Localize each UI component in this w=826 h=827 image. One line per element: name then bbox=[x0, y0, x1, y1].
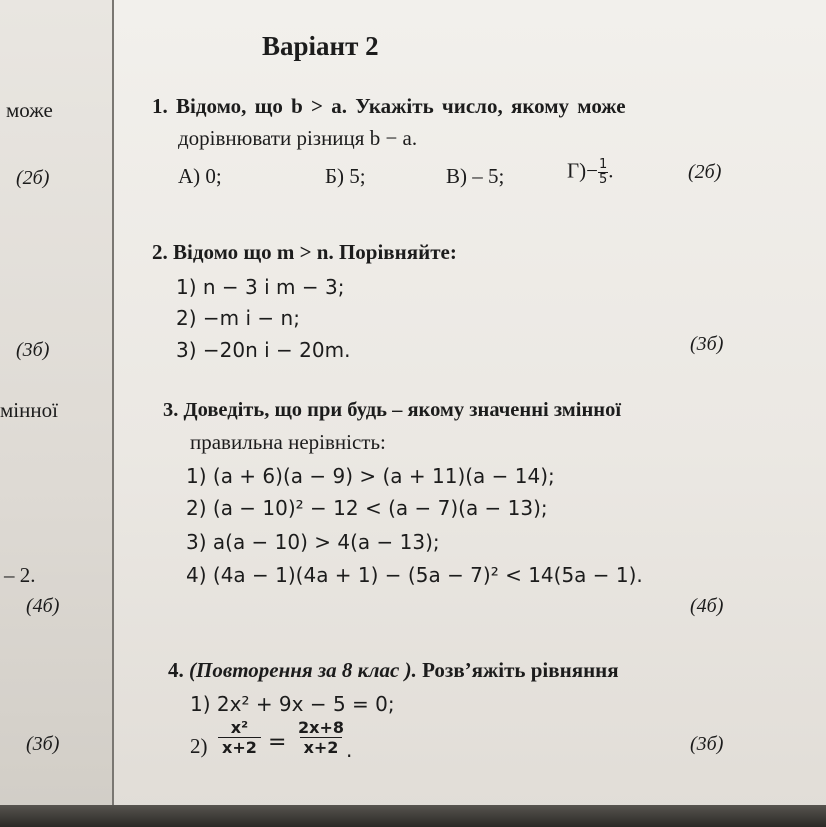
task1-points: (2б) bbox=[688, 161, 722, 183]
fraction-numerator: 2x+8 bbox=[298, 718, 344, 737]
task3-item-3: 3) a(a − 10) > 4(a − 13); bbox=[186, 530, 440, 554]
task3-item-4: 4) (4a − 1)(4a + 1) − (5a − 7)² < 14(5a − 1). bbox=[186, 563, 643, 587]
task1-option-a: А) 0; bbox=[178, 164, 222, 188]
task4-item-2-end: . bbox=[346, 738, 353, 762]
task1-statement-cont: дорівнювати різниця b − a. bbox=[178, 126, 418, 150]
task4-points: (3б) bbox=[690, 733, 724, 755]
left-fragment-4: – 2. bbox=[4, 563, 36, 587]
fraction-numerator: x² bbox=[230, 718, 249, 737]
task3-item-1: 1) (a + 6)(a − 9) > (a + 11)(a − 14); bbox=[186, 464, 555, 488]
fraction-denominator: x+2 bbox=[300, 737, 343, 757]
task3-points: (4б) bbox=[690, 595, 724, 617]
task4-repeat-note: (Повторення за 8 клас ). bbox=[189, 658, 417, 682]
task2-item-3: 3) −20n і − 20m. bbox=[176, 338, 351, 362]
task4-statement bbox=[168, 658, 619, 682]
left-points-1: (2б) bbox=[16, 167, 50, 189]
fraction-denominator: 5 bbox=[598, 172, 608, 187]
task3-item-2: 2) (a − 10)² − 12 < (a − 7)(a − 13); bbox=[186, 496, 548, 520]
task1-option-d-fraction bbox=[598, 158, 608, 187]
task4-fraction-right bbox=[294, 718, 348, 757]
left-points-4: (3б) bbox=[26, 733, 60, 755]
task4-item-1: 1) 2x² + 9x − 5 = 0; bbox=[190, 692, 395, 716]
task3-statement: 3. Доведіть, що при будь – якому значенні змінної bbox=[163, 399, 622, 421]
task1-option-c: В) – 5; bbox=[446, 164, 505, 188]
task4-item-2-label: 2) bbox=[190, 734, 208, 758]
left-fragment-1: може bbox=[6, 98, 53, 122]
left-fragment-3: мінної bbox=[0, 398, 58, 422]
task4-number: 4. bbox=[168, 658, 189, 682]
task3-statement-cont: правильна нерівність: bbox=[190, 430, 386, 454]
task2-item-2: 2) −m і − n; bbox=[176, 306, 300, 330]
task4-instruction: Розв’яжіть рівняння bbox=[416, 658, 619, 682]
task2-statement: 2. Відомо що m > n. Порівняйте: bbox=[152, 240, 457, 264]
page-title: Варіант 2 bbox=[262, 31, 379, 61]
task1-option-d-suffix: . bbox=[608, 158, 614, 183]
task1-option-d-prefix: Г)− bbox=[567, 158, 598, 183]
task2-item-1: 1) n − 3 і m − 3; bbox=[176, 275, 345, 299]
task1-statement: 1. Відомо, що b > a. Укажіть число, якому може bbox=[152, 94, 626, 118]
left-points-3: (4б) bbox=[26, 595, 60, 617]
left-points-2: (3б) bbox=[16, 339, 50, 361]
task2-points: (3б) bbox=[690, 333, 724, 355]
fraction-denominator: x+2 bbox=[218, 737, 261, 757]
fraction-numerator: 1 bbox=[598, 157, 608, 172]
task1-option-d bbox=[567, 158, 614, 187]
task4-equals-sign: = bbox=[268, 730, 287, 755]
task1-option-b: Б) 5; bbox=[325, 164, 366, 188]
task4-fraction-left bbox=[218, 718, 261, 757]
bottom-edge bbox=[0, 805, 826, 827]
